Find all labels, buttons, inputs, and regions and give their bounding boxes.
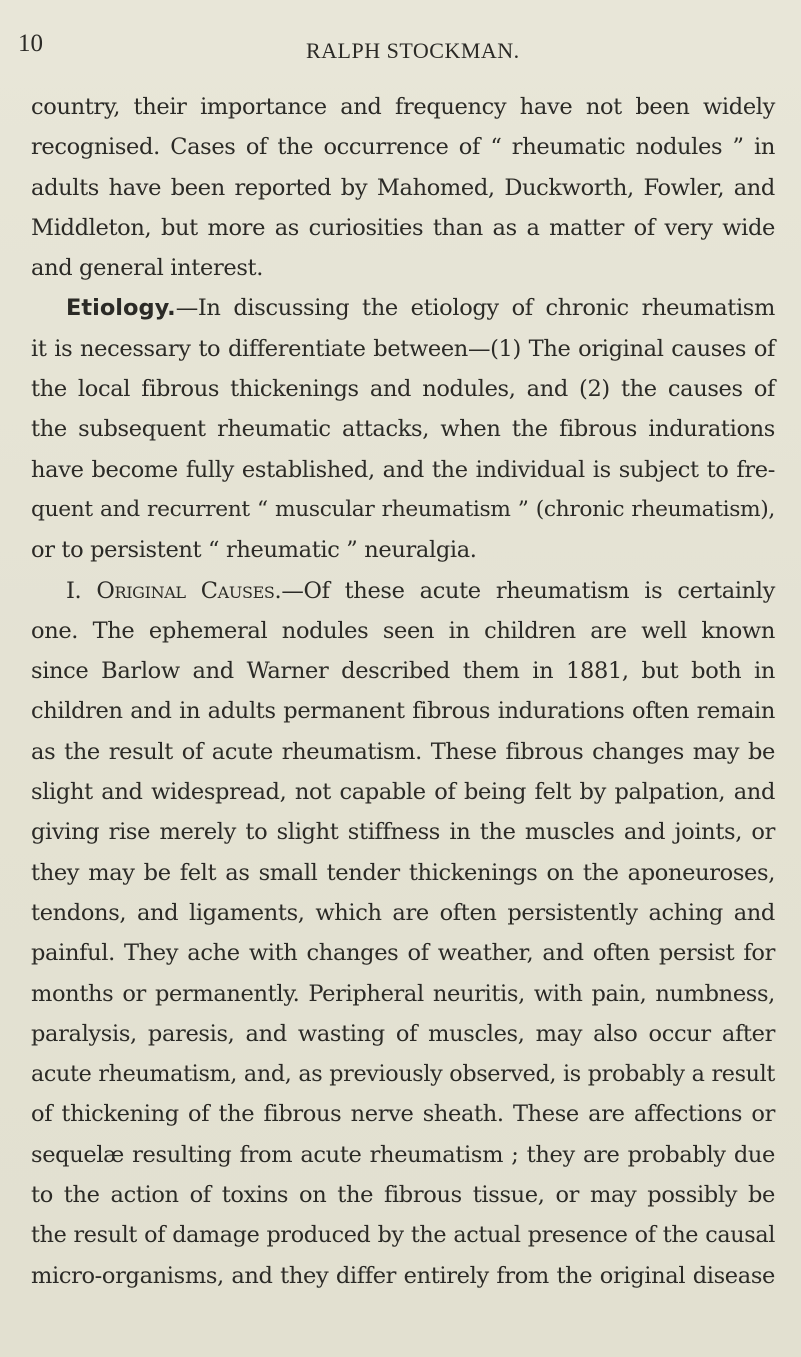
text-line: Middleton, but more as curiosities than as a matter of very wide xyxy=(31,214,775,241)
text-line: or to persistent “ rheumatic ” neuralgia. xyxy=(31,537,477,564)
text-line: to the action of toxins on the fibrous tissue, or may possibly be xyxy=(31,1182,775,1209)
text-line: since Barlow and Warner described them in 1881, but both in xyxy=(31,658,775,685)
text-line: one. The ephemeral nodules seen in children are well known xyxy=(31,617,775,644)
text-line: country, their importance and frequency have not been widely xyxy=(31,94,775,120)
body-text xyxy=(31,87,775,1296)
text-line: micro-organisms, and they differ entirely from the original disease xyxy=(31,1262,775,1289)
text-line: they may be felt as small tender thickenings on the aponeuroses, xyxy=(31,859,775,886)
text-line: as the result of acute rheumatism. These fibrous changes may be xyxy=(31,738,775,765)
text-line: the subsequent rheumatic attacks, when the fibrous indurations xyxy=(31,416,775,443)
text-line: have become fully established, and the individual is subject to fre- xyxy=(31,456,775,483)
text-line: slight and widespread, not capable of being felt by palpation, and xyxy=(31,779,775,806)
text-line: sequelæ resulting from acute rheumatism ; they are probably due xyxy=(31,1141,775,1168)
paragraph-first-line xyxy=(31,288,775,328)
text-line: the local fibrous thickenings and nodules, and (2) the causes of xyxy=(31,376,775,403)
text-line: painful. They ache with changes of weather, and often persist for xyxy=(31,940,775,967)
running-title: RALPH STOCKMAN. xyxy=(306,38,520,63)
text-line: and general interest. xyxy=(31,255,264,282)
paragraph-first-line xyxy=(31,571,775,611)
text-line: quent and recurrent “ muscular rheumatism ” (chronic rheumatism), xyxy=(31,496,775,522)
text-line: the result of damage produced by the actual presence of the causal xyxy=(31,1222,775,1249)
page-number: 10 xyxy=(18,30,43,57)
text-run: —In discussing the etiology of chronic rheumatism xyxy=(175,295,775,322)
text-line: children and in adults permanent fibrous indurations often remain xyxy=(31,698,775,725)
text-line: giving rise merely to slight stiffness in the muscles and joints, or xyxy=(31,819,775,846)
text-line: months or permanently. Peripheral neuritis, with pain, numbness, xyxy=(31,980,775,1007)
text-line: acute rheumatism, and, as previously observed, is probably a result xyxy=(31,1061,775,1088)
text-line: paralysis, paresis, and wasting of muscles, may also occur after xyxy=(31,1020,775,1047)
text-line: it is necessary to differentiate between—(1) The original causes of xyxy=(31,335,775,362)
text-line: of thickening of the fibrous nerve sheath. These are affections or xyxy=(31,1101,775,1128)
section-heading-etiology: Etiology. xyxy=(66,295,176,322)
section-heading-original-causes: I. Original Causes. xyxy=(66,577,282,604)
text-run: —Of these acute rheumatism is certainly xyxy=(281,577,775,604)
text-line: recognised. Cases of the occurrence of “ rheumatic nodules ” in xyxy=(31,134,775,161)
text-line: tendons, and ligaments, which are often persistently aching and xyxy=(31,899,775,926)
text-line: adults have been reported by Mahomed, Duckworth, Fowler, and xyxy=(31,174,775,201)
